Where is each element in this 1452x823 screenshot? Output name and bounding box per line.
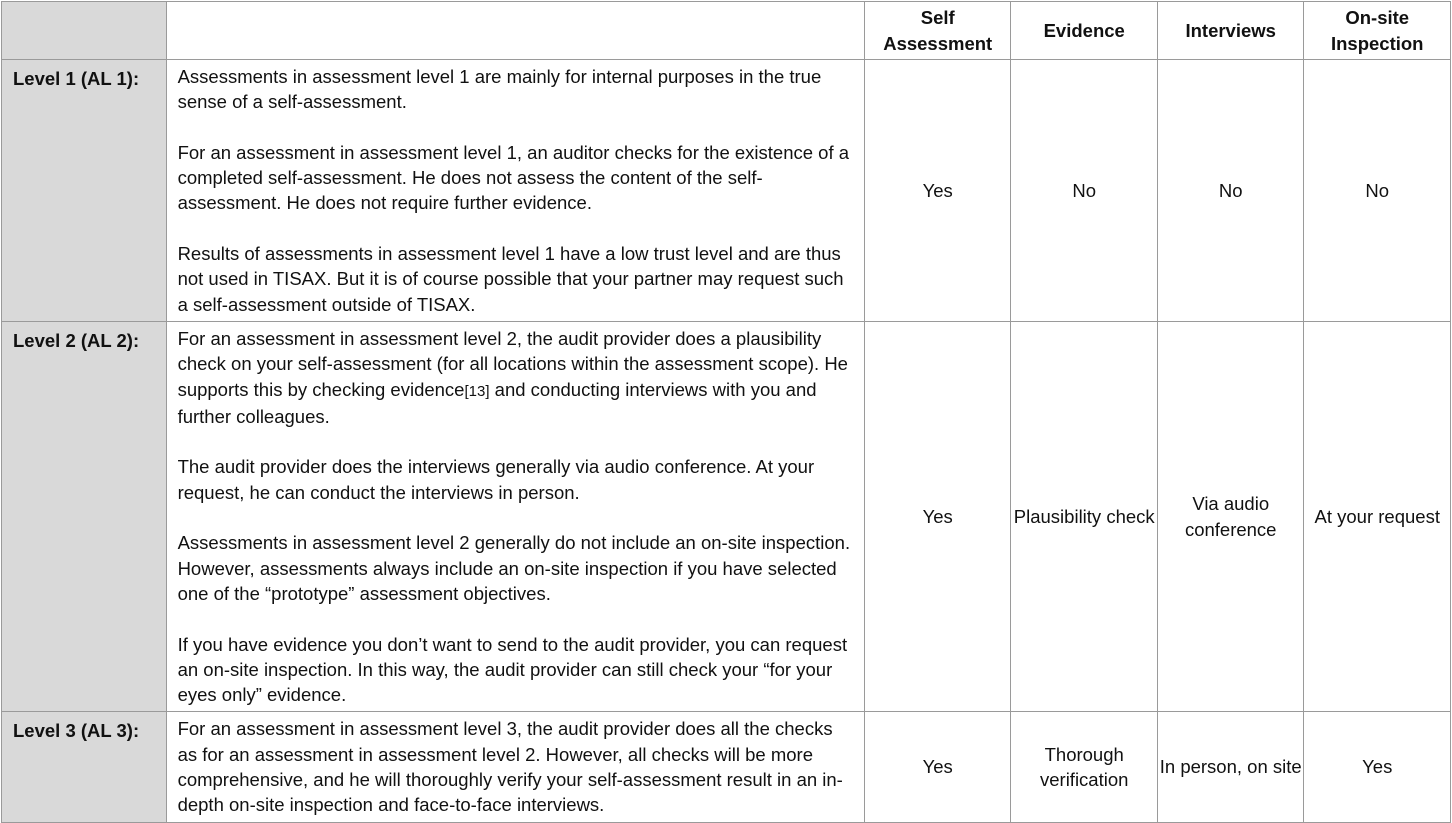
description-paragraph: Assessments in assessment level 2 generally do not include an on-site inspection. However, assessments always include an on-site inspection if you have selected one of the “prototype” assessment objectives. xyxy=(177,532,851,604)
level-description xyxy=(166,321,864,711)
interviews-value: Via audio conference xyxy=(1157,321,1304,711)
description-paragraph: Results of assessments in assessment level 1 have a low trust level and are thus not used in TISAX. But it is of course possible that your partner may request such a self-assessment outside of TISAX. xyxy=(177,243,844,315)
description-paragraph: If you have evidence you don’t want to send to the audit provider, you can request an on-site inspection. In this way, the audit provider can still check your “for your eyes only” evidence. xyxy=(177,633,848,706)
onsite-value: No xyxy=(1304,60,1451,322)
level-description xyxy=(166,712,864,822)
table-row xyxy=(2,712,1451,822)
table-row xyxy=(2,321,1451,711)
level-label: Level 1 (AL 1): xyxy=(2,60,167,322)
description-paragraph: For an assessment in assessment level 1, an auditor checks for the existence of a completed self-assessment. He does not assess the content of the self-assessment. He does not require further evidence. xyxy=(177,141,850,214)
header-description-cell xyxy=(166,2,864,60)
self-assessment-value: Yes xyxy=(864,712,1011,822)
evidence-value: Plausibility check xyxy=(1011,321,1158,711)
footnote-reference[interactable]: [13] xyxy=(464,382,490,400)
description-paragraph: Assessments in assessment level 1 are mainly for internal purposes in the true sense of a self-assessment. xyxy=(177,66,822,113)
table-header-row xyxy=(2,2,1451,60)
onsite-value: At your request xyxy=(1304,321,1451,711)
header-evidence: Evidence xyxy=(1011,2,1158,60)
interviews-value: In person, on site xyxy=(1157,712,1304,822)
interviews-value: No xyxy=(1157,60,1304,322)
evidence-value: Thorough verification xyxy=(1011,712,1158,822)
evidence-value: No xyxy=(1011,60,1158,322)
self-assessment-value: Yes xyxy=(864,321,1011,711)
level-label: Level 2 (AL 2): xyxy=(2,321,167,711)
table-row xyxy=(2,60,1451,322)
header-onsite-inspection: On-site Inspection xyxy=(1304,2,1451,60)
assessment-levels-table xyxy=(1,1,1451,823)
level-description xyxy=(166,60,864,322)
description-paragraph xyxy=(178,326,854,429)
description-paragraph: For an assessment in assessment level 3, the audit provider does all the checks as for an assessment in assessment level 2. However, all checks will be more comprehensive, and he will thoroughly verify your self-assessment result in an in- depth on-site inspection and face-to-face interviews. xyxy=(177,718,843,816)
header-self-assessment: Self Assessment xyxy=(864,2,1011,60)
header-interviews: Interviews xyxy=(1157,2,1304,60)
paragraph-text: and conducting interviews with you and further colleagues. xyxy=(177,378,817,427)
onsite-value: Yes xyxy=(1304,712,1451,822)
header-level-cell xyxy=(2,2,167,60)
level-label: Level 3 (AL 3): xyxy=(2,712,167,822)
self-assessment-value: Yes xyxy=(864,60,1011,322)
description-paragraph: The audit provider does the interviews generally via audio conference. At your request, he can conduct the interviews in person. xyxy=(177,456,815,503)
paragraph-text: For an assessment in assessment level 2, the audit provider does a plausibility check on your self-assessment (for all locations within the assessment scope). He supports this by checking evidence xyxy=(177,327,848,400)
